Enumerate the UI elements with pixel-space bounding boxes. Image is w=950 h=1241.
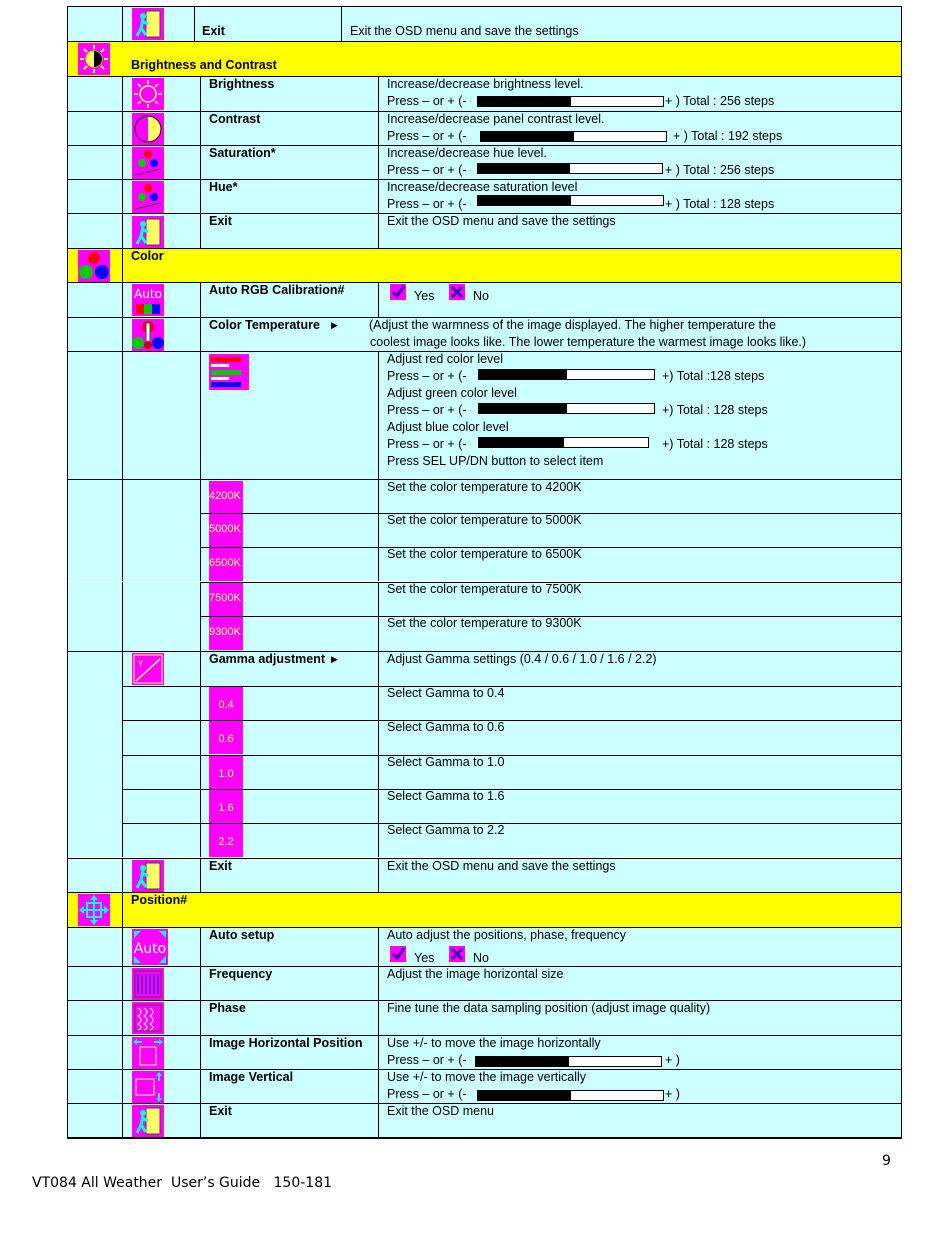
temp-preset-button[interactable]: 4200K xyxy=(209,481,243,514)
green-total: +) Total : 128 steps xyxy=(662,403,768,417)
gamma-preset-button[interactable]: 1.0 xyxy=(209,756,243,789)
contrast-label: Contrast xyxy=(209,112,261,126)
gamma-preset-button[interactable]: 1.6 xyxy=(209,790,243,823)
temp-preset-desc: Set the color temperature to 4200K xyxy=(387,480,582,494)
h-position-label: Image Horizontal Position xyxy=(209,1036,363,1050)
saturation-label: Saturation* xyxy=(209,146,276,160)
press-prefix: Press – or + (- xyxy=(387,437,467,451)
exit-desc: Exit the OSD menu and save the settings xyxy=(387,859,616,873)
svg-text:Auto: Auto xyxy=(133,941,167,957)
exit-desc: Exit the OSD menu and save the settings xyxy=(350,24,579,38)
exit-label: Exit xyxy=(209,214,232,228)
v-position-total: + ) xyxy=(665,1087,680,1101)
submenu-arrow-icon[interactable]: ▶ xyxy=(331,320,338,330)
auto-setup-desc: Auto adjust the positions, phase, frequency xyxy=(387,928,627,942)
exit-label: Exit xyxy=(209,1104,232,1118)
exit-desc: Exit the OSD menu and save the settings xyxy=(387,214,616,228)
temp-preset-desc: Set the color temperature to 9300K xyxy=(387,616,582,630)
temp-preset-button[interactable]: 9300K xyxy=(209,617,243,650)
hue-desc: Increase/decrease saturation level xyxy=(387,180,578,194)
brightness-total: + ) Total : 256 steps xyxy=(665,94,775,108)
no-label: No xyxy=(473,951,489,965)
red-desc: Adjust red color level xyxy=(387,352,504,366)
temp-preset-desc: Set the color temperature to 6500K xyxy=(387,547,582,561)
press-prefix: Press – or + (- xyxy=(387,129,467,143)
blue-desc: Adjust blue color level xyxy=(387,420,509,434)
gamma-preset-desc: Select Gamma to 0.4 xyxy=(387,686,505,700)
exit-label: Exit xyxy=(202,24,225,38)
phase-desc: Fine tune the data sampling position (adjust image quality) xyxy=(387,1001,711,1015)
gamma-preset-button[interactable]: 2.2 xyxy=(209,824,243,857)
press-prefix: Press – or + (- xyxy=(387,1053,467,1067)
hue-total: + ) Total : 128 steps xyxy=(665,197,775,211)
contrast-total: + ) Total : 192 steps xyxy=(673,129,783,143)
table-frame xyxy=(67,6,902,1139)
yes-label: Yes xyxy=(414,951,435,965)
footer-text: VT084 All Weather User’s Guide 150-181 xyxy=(32,1175,333,1191)
h-position-total: + ) xyxy=(665,1053,680,1067)
svg-text:Auto: Auto xyxy=(134,287,162,301)
yes-label: Yes xyxy=(414,289,435,303)
gamma-desc: Adjust Gamma settings (0.4 / 0.6 / 1.0 / 1.6 / 2.2) xyxy=(387,652,657,666)
section-title: Position# xyxy=(131,893,188,907)
exit-label: Exit xyxy=(209,859,232,873)
temp-preset-desc: Set the color temperature to 7500K xyxy=(387,582,582,596)
frequency-desc: Adjust the image horizontal size xyxy=(387,967,564,981)
frequency-label: Frequency xyxy=(209,967,273,981)
auto-setup-label: Auto setup xyxy=(209,928,275,942)
press-prefix: Press – or + (- xyxy=(387,403,467,417)
brightness-desc: Increase/decrease brightness level. xyxy=(387,77,584,91)
red-total: +) Total :128 steps xyxy=(662,369,765,383)
auto-rgb-label: Auto RGB Calibration# xyxy=(209,283,345,297)
gamma-label: Gamma adjustment xyxy=(209,652,326,666)
saturation-desc: Increase/decrease hue level. xyxy=(387,146,547,160)
gamma-preset-button[interactable]: 0.4 xyxy=(209,687,243,720)
section-title: Brightness and Contrast xyxy=(131,58,277,72)
saturation-total: + ) Total : 256 steps xyxy=(665,163,775,177)
press-prefix: Press – or + (- xyxy=(387,163,467,177)
page-number: 9 xyxy=(882,1153,891,1169)
press-prefix: Press – or + (- xyxy=(387,197,467,211)
gamma-preset-desc: Select Gamma to 2.2 xyxy=(387,823,505,837)
no-label: No xyxy=(473,289,489,303)
temp-preset-button[interactable]: 6500K xyxy=(209,548,243,581)
gamma-preset-button[interactable]: 0.6 xyxy=(209,721,243,754)
press-prefix: Press – or + (- xyxy=(387,94,467,108)
phase-label: Phase xyxy=(209,1001,246,1015)
brightness-label: Brightness xyxy=(209,77,275,91)
submenu-arrow-icon[interactable]: ▶ xyxy=(331,654,338,664)
color-temp-desc-2: coolest image looks like. The lower temperature the warmest image looks like.) xyxy=(370,335,807,349)
contrast-desc: Increase/decrease panel contrast level. xyxy=(387,112,605,126)
blue-total: +) Total : 128 steps xyxy=(662,437,768,451)
svg-text:γ: γ xyxy=(138,658,143,667)
v-position-desc: Use +/- to move the image vertically xyxy=(387,1070,587,1084)
temp-preset-button[interactable]: 5000K xyxy=(209,514,243,547)
sel-note: Press SEL UP/DN button to select item xyxy=(387,454,604,468)
section-title: Color xyxy=(131,249,164,263)
h-position-desc: Use +/- to move the image horizontally xyxy=(387,1036,601,1050)
color-temp-label: Color Temperature xyxy=(209,318,320,332)
hue-label: Hue* xyxy=(209,180,238,194)
temp-preset-desc: Set the color temperature to 5000K xyxy=(387,513,582,527)
final-exit-desc: Exit the OSD menu xyxy=(387,1104,494,1118)
press-prefix: Press – or + (- xyxy=(387,1087,467,1101)
gamma-preset-desc: Select Gamma to 1.6 xyxy=(387,789,505,803)
green-desc: Adjust green color level xyxy=(387,386,517,400)
temp-preset-button[interactable]: 7500K xyxy=(209,583,243,616)
press-prefix: Press – or + (- xyxy=(387,369,467,383)
v-position-label: Image Vertical xyxy=(209,1070,294,1084)
color-temp-desc-1: (Adjust the warmness of the image displayed. The higher temperature the xyxy=(369,318,776,332)
gamma-preset-desc: Select Gamma to 0.6 xyxy=(387,720,505,734)
gamma-preset-desc: Select Gamma to 1.0 xyxy=(387,755,505,769)
